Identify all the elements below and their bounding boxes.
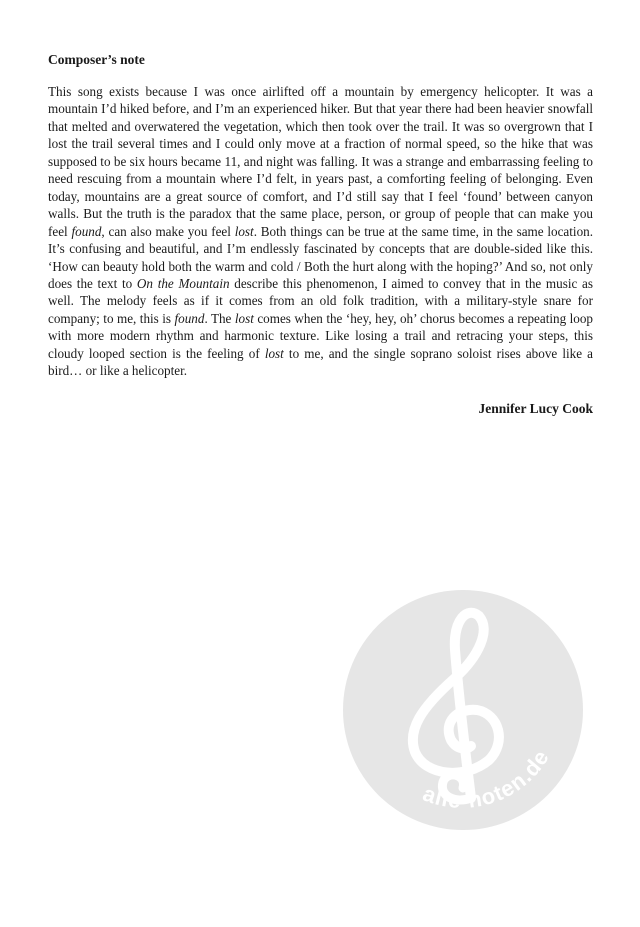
author-signature: Jennifer Lucy Cook: [478, 401, 593, 416]
body-text-segment: to me, and the single soprano soloist rises above like a bird… or like a helicopter.: [48, 345, 593, 379]
italic-song-title: On the Mountain: [136, 275, 230, 291]
body-text-segment: describe this phenomenon, I aimed to convey that in the music as well. The melody feels as if it comes from an old folk tradition, with a military-style snare for company; to me, this is: [48, 275, 593, 326]
italic-term-lost: lost: [264, 345, 284, 361]
italic-term-found: found: [71, 223, 102, 239]
body-text-segment: This song exists because I was once airlifted off a mountain by emergency helicopter. It was a mountain I’d hiked before, and I’m an experienced hiker. But that year there had been heavier snowfall that melted and overwatered the vegetation, which then took over the trail. It was so overgrown that I lost the trail several times and I could only move at a fraction of normal speed, so the hike that was supposed to be six hours became 11, and night was falling. It was a strange and embarrassing feeling to need rescuing from a mountain where I’d felt, in years past, a comforting feeling of belonging. Even today, mountains are a great source of comfort, and I’d still say that I feel ‘found’ between canyon walls. But the truth is the paradox that the same place, person, or group of people that can make you feel: [48, 84, 593, 239]
italic-term-lost: lost: [234, 310, 254, 326]
body-text-segment: , can also make you feel: [101, 223, 235, 239]
composer-note-paragraph: [48, 83, 593, 380]
italic-term-found: found: [174, 310, 205, 326]
italic-term-lost: lost: [234, 223, 254, 239]
body-text-segment: comes when the ‘hey, hey, oh’ chorus becomes a repeating loop with more modern rhythm and harmonic texture. Like losing a trail and retracing your steps, this cloudy looped section is the feeling of: [48, 310, 593, 361]
body-text-segment: . The: [204, 310, 235, 326]
body-text-segment: . Both things can be true at the same time, in the same location. It’s confusing and beautiful, and I’m endlessly fascinated by concepts that are double-sided like this. ‘How can beauty hold both the warm and cold / Both the hurt along with the hoping?’ And so, not only does the text to: [48, 223, 593, 291]
watermark-text: alle-noten.de: [419, 744, 555, 813]
page-title: Composer’s note: [48, 52, 145, 67]
watermark-logo: [343, 590, 583, 830]
